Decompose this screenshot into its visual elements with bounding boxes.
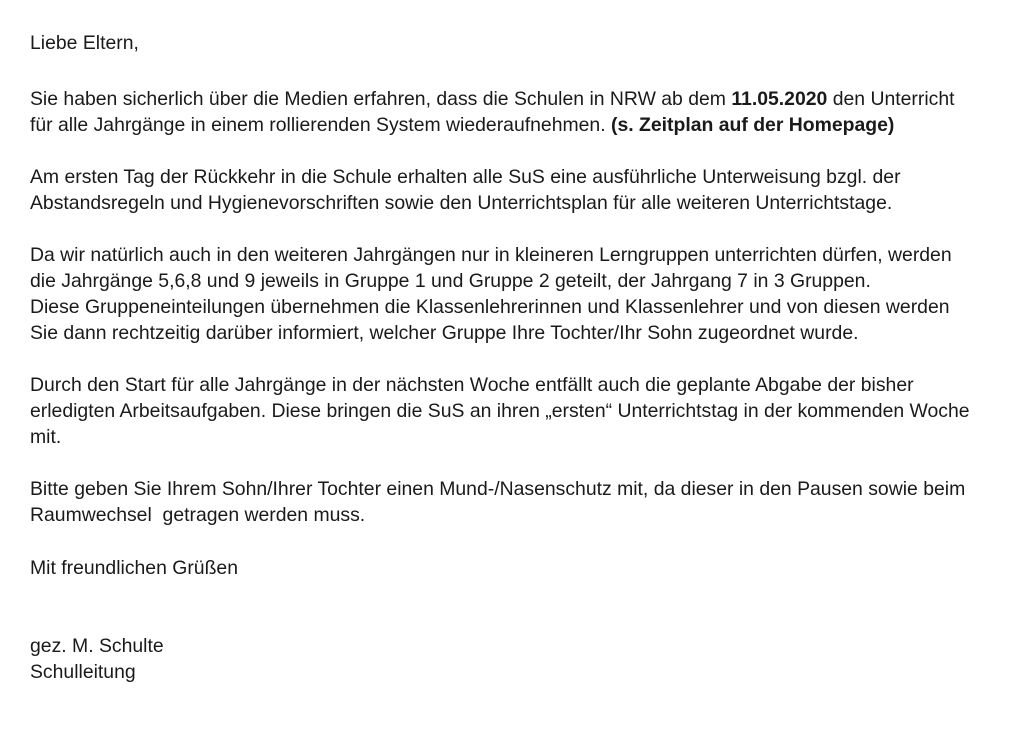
letter-body [30,30,1010,685]
paragraph-assignments [30,372,1010,450]
paragraph-mask-line-1: Bitte geben Sie Ihrem Sohn/Ihrer Tochter einen Mund-/Nasenschutz mit, da dieser in den Pausen sowie beim [30,478,966,500]
paragraph-groups-line-4: Sie dann rechtzeitig darüber informiert, welcher Gruppe Ihre Tochter/Ihr Sohn zugeordnet wurde. [30,322,859,344]
paragraph-assignments-line-2: erledigten Arbeitsaufgaben. Diese bringen die SuS an ihren „ersten“ Unterrichtstag in der kommenden Woche [30,400,970,422]
paragraph-assignments-line-1: Durch den Start für alle Jahrgänge in der nächsten Woche entfällt auch die geplante Abgabe der bisher [30,374,914,396]
paragraph-first-day-line-1: Am ersten Tag der Rückkehr in die Schule erhalten alle SuS eine ausführliche Unterweisung bzgl. der [30,166,901,188]
schedule-note: (s. Zeitplan auf der Homepage) [610,114,895,136]
closing-text: Mit freundlichen Grüßen [30,557,239,579]
paragraph-reopening-line-1 [30,86,1010,112]
reopening-date: 11.05.2020 [731,88,828,110]
paragraph-groups-line-1: Da wir natürlich auch in den weiteren Jahrgängen nur in kleineren Lerngruppen unterrichten dürfen, werden [30,244,952,266]
reopening-text-a: Sie haben sicherlich über die Medien erfahren, dass die Schulen in NRW ab dem [30,88,732,110]
paragraph-groups-line-2: die Jahrgänge 5,6,8 und 9 jeweils in Gruppe 1 und Gruppe 2 geteilt, der Jahrgang 7 in 3 Gruppen. [30,270,871,292]
signature-role: Schulleitung [30,661,136,683]
paragraph-mask [30,476,1010,528]
greeting [30,30,1010,56]
closing [30,555,1010,581]
greeting-text: Liebe Eltern, [30,32,139,54]
paragraph-assignments-line-3: mit. [30,426,62,448]
paragraph-groups [30,242,1010,346]
reopening-text-c: für alle Jahrgänge in einem rollierenden System wiederaufnehmen. [30,114,611,136]
paragraph-first-day [30,164,1010,216]
paragraph-reopening-line-2 [30,112,1010,138]
paragraph-reopening [30,86,1010,138]
reopening-text-b: den Unterricht [827,88,955,110]
signature [30,633,1010,685]
paragraph-first-day-line-2: Abstandsregeln und Hygienevorschriften sowie den Unterrichtsplan für alle weiteren Unterrichtstage. [30,192,893,214]
signature-name: gez. M. Schulte [30,635,164,657]
paragraph-groups-line-3: Diese Gruppeneinteilungen übernehmen die Klassenlehrerinnen und Klassenlehrer und von diesen werden [30,296,950,318]
paragraph-mask-line-2: Raumwechsel getragen werden muss. [30,504,366,526]
